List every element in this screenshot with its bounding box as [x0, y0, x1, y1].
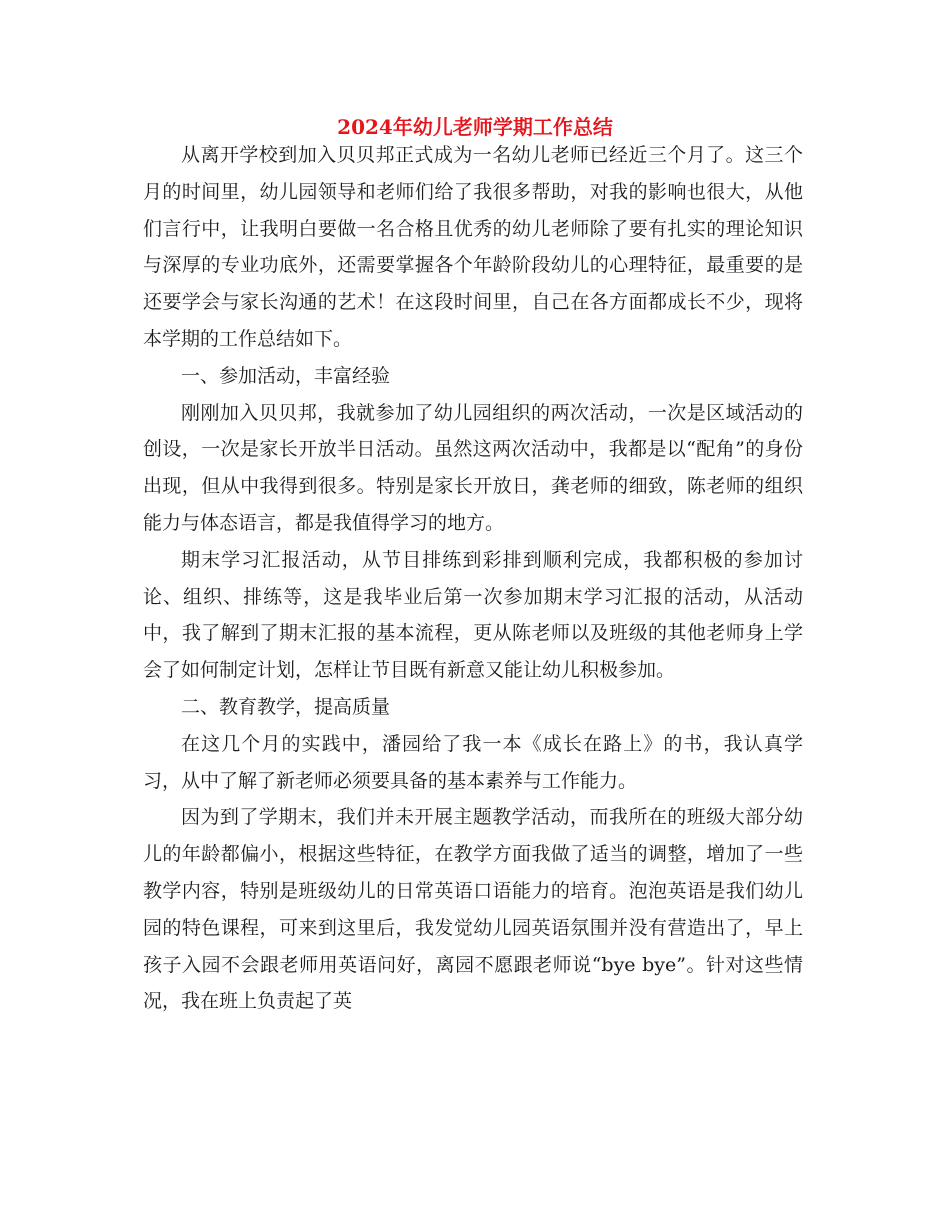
document-title: 2024年幼儿老师学期工作总结: [337, 115, 613, 139]
paragraph-activities: 刚刚加入贝贝邦，我就参加了幼儿园组织的两次活动，一次是区域活动的创设，一次是家长开放半日活动。虽然这两次活动中，我都是以“配角”的身份出现，但从中我得到很多。特别是家长开放日，龚老师的细致，陈老师的组织能力与体态语言，都是我值得学习的地方。: [143, 401, 803, 534]
paragraph-teaching: 因为到了学期末，我们并未开展主题教学活动，而我所在的班级大部分幼儿的年龄都偏小，根据这些特征，在教学方面我做了适当的调整，增加了一些教学内容，特别是班级幼儿的日常英语口语能力的培育。泡泡英语是我们幼儿园的特色课程，可来到这里后，我发觉幼儿园英语氛围并没有营造出了，早上孩子入园不会跟老师用英语问好，离园不愿跟老师说“bye bye”。针对这些情况，我在班上负责起了英: [143, 806, 803, 1013]
paragraph-book: 在这几个月的实践中，潘园给了我一本《成长在路上》的书，我认真学习，从中了解了新老师必须要具备的基本素养与工作能力。: [143, 732, 803, 792]
section-heading-2: 二、教育教学，提高质量: [181, 695, 391, 718]
section-heading-1: 一、参加活动，丰富经验: [181, 364, 391, 387]
document-body: [143, 137, 803, 1020]
paragraph-intro: 从离开学校到加入贝贝邦正式成为一名幼儿老师已经近三个月了。这三个月的时间里，幼儿园领导和老师们给了我很多帮助，对我的影响也很大，从他们言行中，让我明白要做一名合格且优秀的幼儿老师除了要有扎实的理论知识与深厚的专业功底外，还需要掌握各个年龄阶段幼儿的心理特征，最重要的是还要学会与家长沟通的艺术！在这段时间里，自己在各方面都成长不少，现将本学期的工作总结如下。: [143, 144, 803, 350]
paragraph-final-report: 期末学习汇报活动，从节目排练到彩排到顺利完成，我都积极的参加讨论、组织、排练等，这是我毕业后第一次参加期末学习汇报的活动，从活动中，我了解到了期末汇报的基本流程，更从陈老师以及班级的其他老师身上学会了如何制定计划，怎样让节目既有新意又能让幼儿积极参加。: [143, 548, 803, 682]
